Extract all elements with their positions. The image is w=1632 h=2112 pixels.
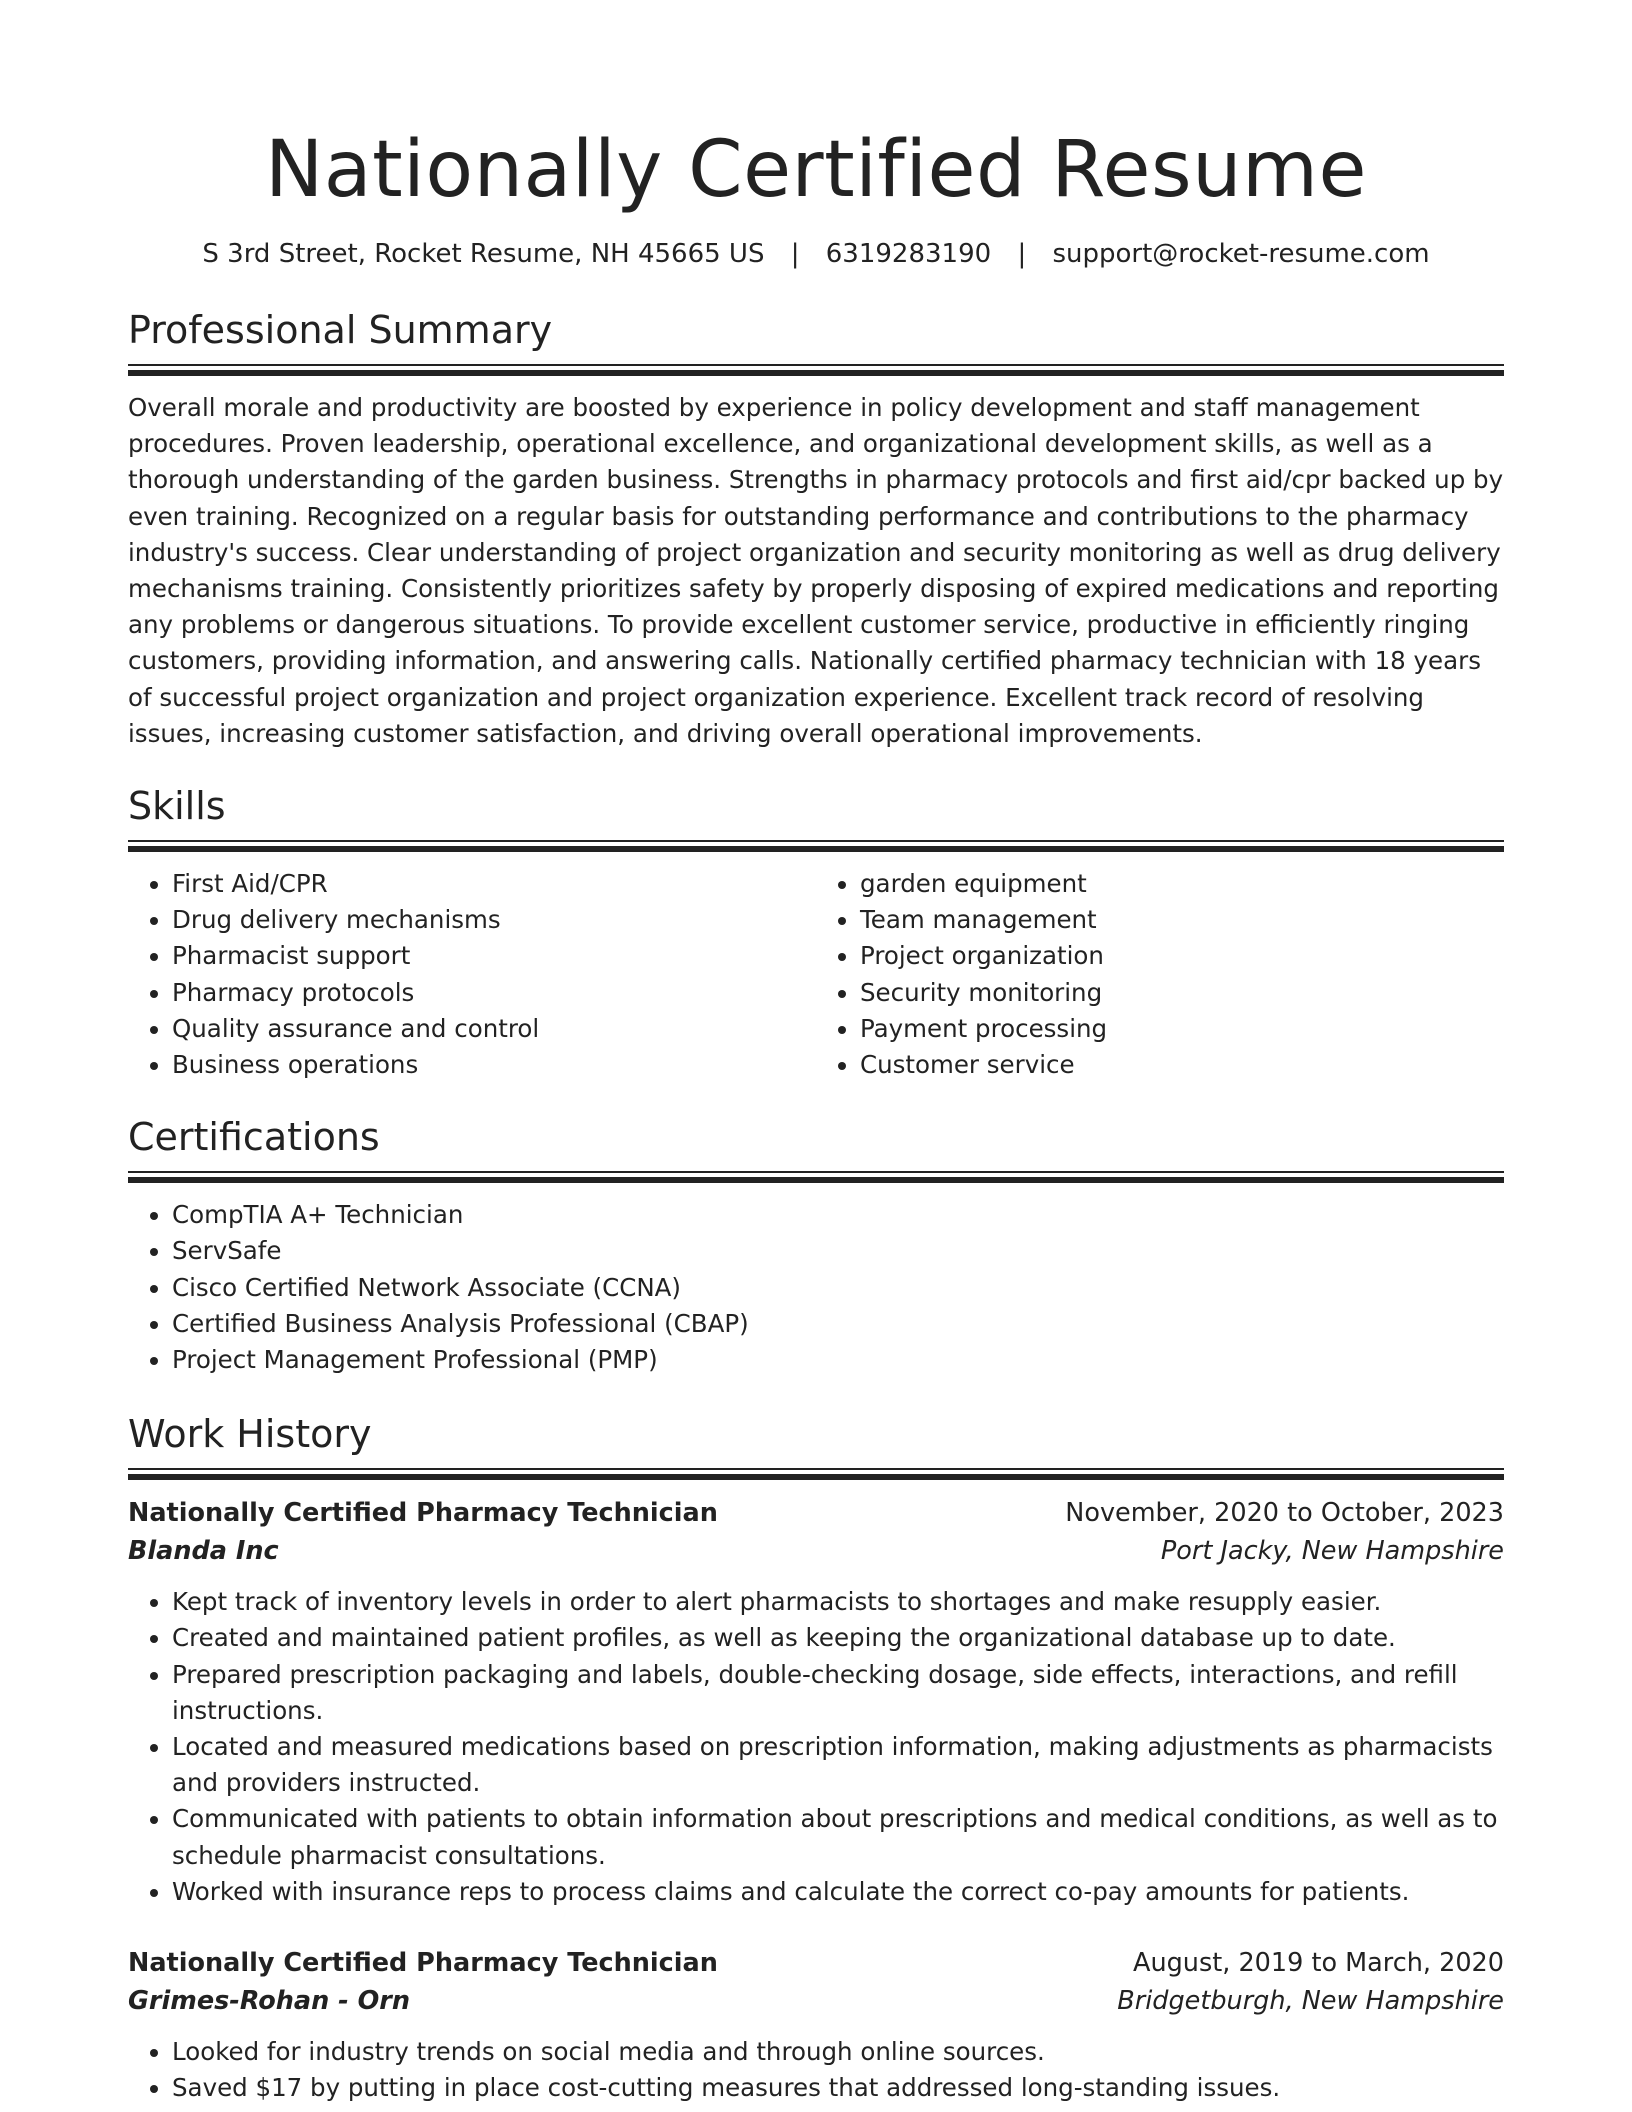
skills-columns [128, 866, 1504, 1083]
skill-item: • Customer service [860, 1047, 1504, 1083]
job-entry [128, 1494, 1504, 1910]
certification-item: • ServSafe [172, 1233, 1504, 1269]
section-divider [128, 1468, 1504, 1480]
skills-section [128, 780, 1504, 1083]
section-divider [128, 364, 1504, 376]
section-divider [128, 1171, 1504, 1183]
job-employer: Blanda Inc [128, 1536, 279, 1567]
certification-item: • Cisco Certified Network Associate (CCNA) [172, 1270, 1504, 1306]
job-entry [128, 1944, 1504, 2106]
work-history-section [128, 1408, 1504, 2106]
skill-item: • Pharmacist support [172, 938, 816, 974]
certification-item: • Project Management Professional (PMP) [172, 1342, 1504, 1378]
job-title: Nationally Certified Pharmacy Technician [128, 1498, 718, 1529]
job-bullet: • Prepared prescription packaging and labels, double-checking dosage, side effects, interactions, and refill instructions. [172, 1657, 1504, 1729]
certification-item: • CompTIA A+ Technician [172, 1197, 1504, 1233]
skill-item: • Payment processing [860, 1011, 1504, 1047]
job-bullet: • Worked with insurance reps to process claims and calculate the correct co-pay amounts for patients. [172, 1874, 1504, 1910]
skill-item: • Business operations [172, 1047, 816, 1083]
job-dates: November, 2020 to October, 2023 [1065, 1498, 1504, 1529]
skills-left-list [128, 866, 816, 1083]
contact-line [128, 236, 1504, 272]
job-bullet: • Communicated with patients to obtain information about prescriptions and medical conditions, as well as to schedule pharmacist consultations. [172, 1801, 1504, 1873]
job-title: Nationally Certified Pharmacy Technician [128, 1948, 718, 1979]
skills-right-list [816, 866, 1504, 1083]
job-bullet: • Created and maintained patient profiles, as well as keeping the organizational database up to date. [172, 1620, 1504, 1656]
job-header [128, 1494, 1504, 1532]
section-title-skills: Skills [128, 784, 226, 829]
job-header [128, 1944, 1504, 1982]
job-bullet-list [128, 1584, 1504, 1910]
job-bullet: • Kept track of inventory levels in order to alert pharmacists to shortages and make resupply easier. [172, 1584, 1504, 1620]
job-bullet: • Located and measured medications based on prescription information, making adjustments as pharmacists and providers instructed. [172, 1729, 1504, 1801]
summary-text: Overall morale and productivity are boosted by experience in policy development and staff management procedures. Proven leadership, operational excellence, and organizational development skills, as well as a thorough understanding of the garden business. Strengths in pharmacy protocols and first aid/cpr backed up by even training. Recognized on a regular basis for outstanding performance and contributions to the pharmacy industry's success. Clear understanding of project organization and security monitoring as well as drug delivery mechanisms training. Consistently prioritizes safety by properly disposing of expired medications and reporting any problems or dangerous situations. To provide excellent customer service, productive in efficiently ringing customers, providing information, and answering calls. Nationally certified pharmacy technician with 18 years of successful project organization and project organization experience. Excellent track record of resolving issues, increasing customer satisfaction, and driving overall operational improvements. [128, 393, 1504, 748]
certifications-list [128, 1197, 1504, 1378]
skill-item: • First Aid/CPR [172, 866, 816, 902]
summary-section [128, 304, 1504, 752]
job-bullet: • Looked for industry trends on social media and through online sources. [172, 2034, 1504, 2070]
section-title-summary: Professional Summary [128, 308, 553, 352]
skill-item: • Team management [860, 902, 1504, 938]
phone: 6319283190 [825, 239, 992, 269]
skill-item: • Pharmacy protocols [172, 975, 816, 1011]
contact-separator: | [790, 239, 800, 269]
job-subheader [128, 1532, 1504, 1570]
contact-separator: | [1017, 239, 1027, 269]
certification-item: • Certified Business Analysis Professional (CBAP) [172, 1306, 1504, 1342]
job-location: Bridgetburgh, New Hampshire [1117, 1986, 1504, 2017]
address: S 3rd Street, Rocket Resume, NH 45665 US [202, 239, 765, 269]
certifications-section [128, 1111, 1504, 1378]
job-dates: August, 2019 to March, 2020 [1133, 1948, 1504, 1979]
section-divider [128, 840, 1504, 852]
job-bullet: • Saved $17 by putting in place cost-cutting measures that addressed long-standing issues. [172, 2070, 1504, 2106]
job-bullet-list [128, 2034, 1504, 2106]
skill-item: • Quality assurance and control [172, 1011, 816, 1047]
skill-item: • Project organization [860, 938, 1504, 974]
section-title-certifications: Certifications [128, 1115, 380, 1160]
email: support@rocket-resume.com [1052, 239, 1430, 269]
resume-name: Nationally Certified Resume [264, 125, 1368, 215]
skill-item: • garden equipment [860, 866, 1504, 902]
job-employer: Grimes-Rohan - Orn [128, 1986, 411, 2017]
skill-item: • Security monitoring [860, 975, 1504, 1011]
section-title-work-history: Work History [128, 1412, 372, 1457]
job-location: Port Jacky, New Hampshire [1160, 1536, 1504, 1567]
skill-item: • Drug delivery mechanisms [172, 902, 816, 938]
job-subheader [128, 1982, 1504, 2020]
